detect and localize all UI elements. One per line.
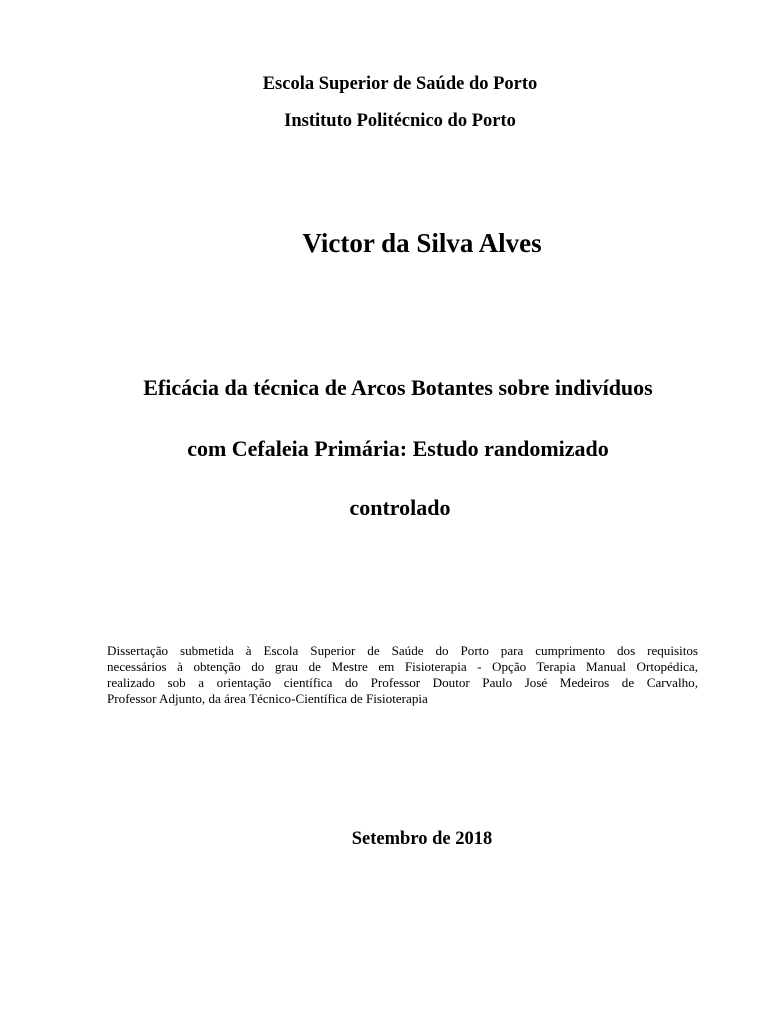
school-name: Escola Superior de Saúde do Porto <box>262 74 538 94</box>
statement-line-4: Professor Adjunto, da área Técnico-Científica de Fisioterapia <box>107 691 428 706</box>
statement-line-1: Dissertação submetida à Escola Superior de Saúde do Porto para cumprimento dos requisitos <box>107 643 698 658</box>
author-name: Victor da Silva Alves <box>302 228 542 258</box>
dissertation-statement <box>107 643 698 707</box>
thesis-title-line-3: controlado <box>349 495 451 520</box>
statement-line-2: necessários à obtenção do grau de Mestre em Fisioterapia - Opção Terapia Manual Ortopédica, <box>107 659 698 674</box>
thesis-title-line-2: com Cefaleia Primária: Estudo randomizado <box>187 436 609 461</box>
polytechnic-name: Instituto Politécnico do Porto <box>284 111 516 131</box>
thesis-title-line-1: Eficácia da técnica de Arcos Botantes sobre indivíduos <box>143 375 653 400</box>
submission-date: Setembro de 2018 <box>351 829 493 849</box>
statement-line-3: realizado sob a orientação científica do Professor Doutor Paulo José Medeiros de Carvalho, <box>107 675 698 690</box>
